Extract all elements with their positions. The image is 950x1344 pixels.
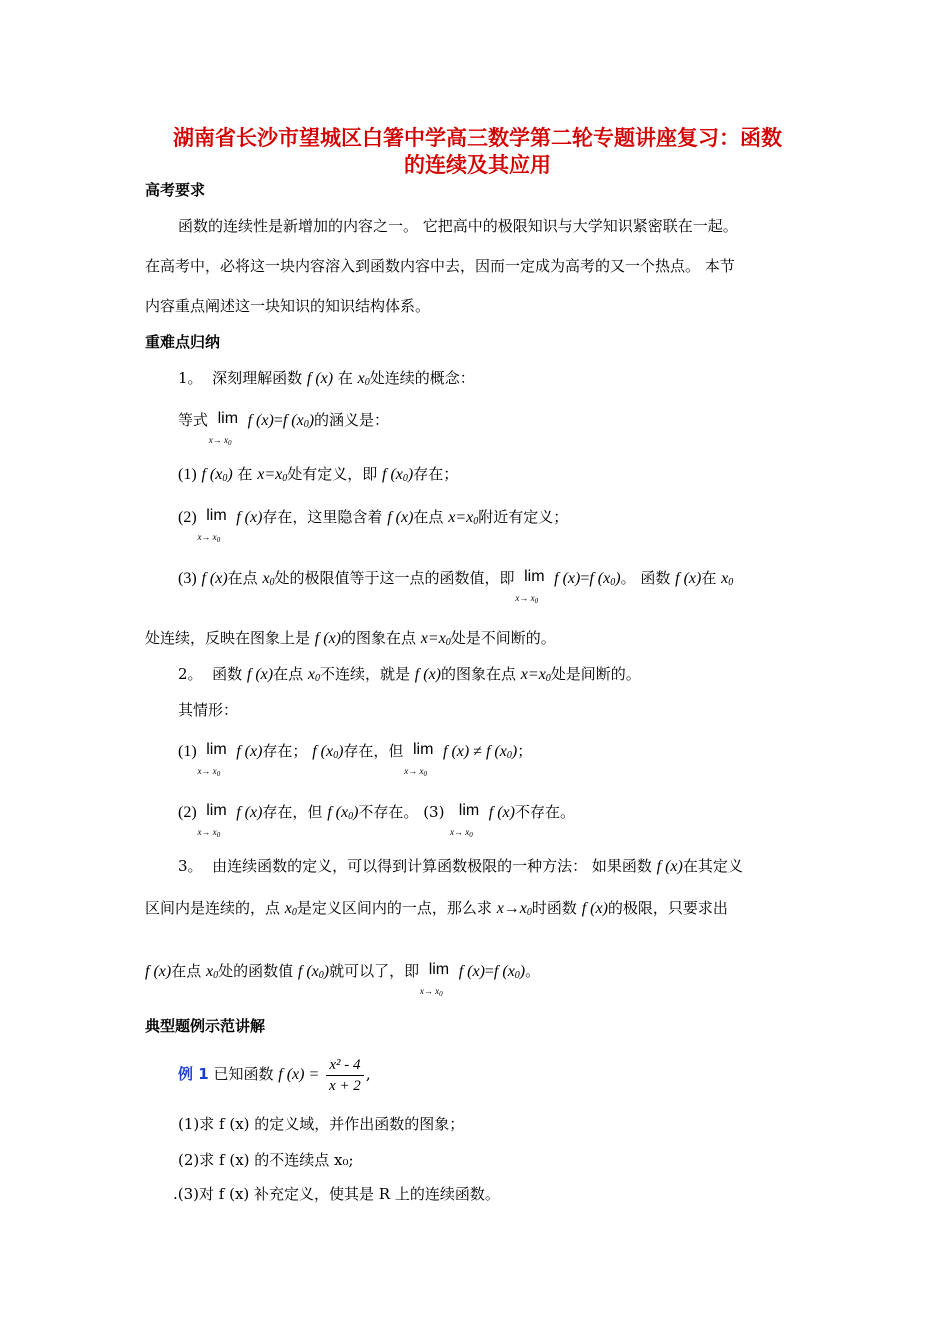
text: 已知函数 [213, 1065, 274, 1083]
text: 。 函数 [620, 569, 671, 587]
intro-line-2: 在高考中，必将这一块内容溶入到函数内容中去，因而一定成为高考的又一个热点。 本节 [145, 257, 735, 275]
text: 处有定义，即 [287, 465, 378, 483]
text: 存在，但 [262, 803, 323, 821]
math-x0: $x_0$ [357, 370, 370, 388]
point-3-line-3: f (x)在点 $x_0$处的函数值 f $(x_0)$就可以了，即 lim $x\to x_0$ f (x)=f $(x_0)$。 [145, 961, 541, 998]
text: 在点 [171, 962, 202, 980]
numerator: x² - 4 [326, 1055, 364, 1076]
point-1 [178, 368, 475, 393]
text: 附近有定义； [478, 508, 569, 526]
condition-3-continued: 处连续，反映在图象上是 f (x)的图象在点 $x=x_0$处是不间断的。 [145, 629, 556, 648]
intro-line-3: 内容重点阐述这一块知识的知识结构体系。 [145, 297, 431, 315]
math-fx-eq: f (x) = [278, 1066, 320, 1083]
cases-label: 其情形： [178, 701, 239, 719]
section-heading-key-points: 重难点归纳 [145, 333, 221, 351]
text: 存在，但 [343, 742, 404, 760]
example-label: 例 1 [178, 1065, 209, 1083]
text: 是定义区间内的一点，那么求 [296, 899, 492, 917]
text: 处连续的概念： [369, 369, 475, 387]
point-3-number: 3。 [178, 857, 203, 875]
point-2: 2。 函数 f (x)在点 $x_0$不连续，就是 f (x)的图象在点 $x=x_0$处是间断的。 [178, 665, 641, 684]
point-1-equation: 等式 lim $x\to x_0$ f (x)=f $(x_0)$的涵义是： [178, 410, 390, 447]
math-fx: f (x) [247, 412, 274, 429]
limit-symbol: lim $x\to x_0$ [419, 961, 450, 998]
example-1-question-2: (2)求 f (x) 的不连续点 x₀; [178, 1151, 354, 1169]
text: 在 [237, 465, 253, 483]
limit-symbol: lim $x\to x_0$ [404, 741, 434, 778]
text: 函数 [212, 665, 243, 683]
text: 存在； [413, 465, 459, 483]
text: 处是不间断的。 [450, 629, 556, 647]
point-1-number: 1。 [178, 369, 203, 387]
point-3-line-2: 区间内是连续的，点 $x_0$是定义区间内的一点，那么求 $x\to x_0$时函数 f (x)的极限，只要求出 [145, 899, 728, 918]
limit-symbol: lim $x\to x_0$ [515, 568, 545, 605]
text: 就可以了，即 [329, 962, 420, 980]
text: 在 [701, 569, 717, 587]
section-heading-examples: 典型题例示范讲解 [145, 1017, 266, 1035]
fraction [326, 1055, 364, 1096]
text: 在其定义 [682, 857, 743, 875]
section-heading-requirements: 高考要求 [145, 181, 206, 199]
text: ； [517, 742, 533, 760]
text: 时函数 [531, 899, 577, 917]
text: 的涵义是： [314, 411, 390, 429]
limit-symbol: lim $x\to x_0$ [450, 802, 480, 839]
text: 由连续函数的定义，可以得到计算函数极限的一种方法： 如果函数 [212, 857, 652, 875]
limit-symbol: lim $x\to x_0$ [197, 802, 227, 839]
text: 在点 [413, 508, 444, 526]
example-1-question-1: (1)求 f (x) 的定义域，并作出函数的图象； [178, 1115, 465, 1133]
text: 在 [337, 369, 353, 387]
text: 存在； [262, 742, 308, 760]
text: 处的函数值 [218, 962, 294, 980]
text: 区间内是连续的，点 [145, 899, 281, 917]
condition-3: (3) f (x)在点 $x_0$处的极限值等于这一点的函数值，即 lim $x\to x_0$ f (x)=f $(x_0)$。 函数 f (x)在 $x_0$ [178, 568, 734, 605]
text: 的图象在点 [441, 665, 517, 683]
text: 等式 [178, 411, 209, 429]
document-title [145, 124, 810, 178]
text: 不连续，就是 [320, 665, 411, 683]
limit-symbol: lim $x\to x_0$ [197, 507, 227, 544]
text: 存在，这里隐含着 [262, 508, 383, 526]
text: 在点 [227, 569, 258, 587]
text: 的图象在点 [341, 629, 417, 647]
case-1: (1) lim $x\to x_0$ f (x)存在； f $(x_0)$存在，但 lim $x\to x_0$ f (x) ≠ f $(x_0)$； [178, 741, 533, 778]
intro-line-1: 函数的连续性是新增加的内容之一。 它把高中的极限知识与大学知识紧密联在一起。 [178, 217, 738, 235]
text: 不存在。 [514, 803, 575, 821]
example-1-statement [178, 1052, 371, 1097]
point-3: 3。 由连续函数的定义，可以得到计算函数极限的一种方法： 如果函数 f (x)在其定义 [178, 857, 743, 875]
case-2-3: (2) lim $x\to x_0$ f (x)存在，但 f $(x_0)$不存在。 (3) lim $x\to x_0$ f (x)不存在。 [178, 802, 575, 839]
text: 处是间断的。 [550, 665, 641, 683]
text: , [365, 1065, 371, 1083]
limit-symbol: lim $x\to x_0$ [208, 410, 239, 447]
example-1-question-3: .(3)对 f (x) 补充定义，使其是 R 上的连续函数。 [173, 1185, 500, 1203]
text: 在点 [273, 665, 304, 683]
denominator: x + 2 [329, 1077, 361, 1094]
title-line-2: 的连续及其应用 [404, 152, 551, 177]
text: 。 [525, 962, 541, 980]
condition-1: (1) f $(x_0)$ 在 $x=x_0$处有定义，即 f $(x_0)$存在； [178, 465, 459, 484]
point-2-number: 2。 [178, 665, 203, 683]
text: 不存在。 (3) [358, 803, 445, 821]
limit-symbol: lim $x\to x_0$ [197, 741, 227, 778]
title-line-1: 湖南省长沙市望城区白箸中学高三数学第二轮专题讲座复习：函数 [173, 125, 782, 150]
text: 深刻理解函数 [212, 369, 303, 387]
text: 的极限，只要求出 [607, 899, 728, 917]
condition-2: (2) lim $x\to x_0$ f (x)存在，这里隐含着 f (x)在点 $x=x_0$附近有定义； [178, 507, 569, 544]
text: 处的极限值等于这一点的函数值，即 [274, 569, 515, 587]
math-fx: f (x) [306, 370, 334, 387]
text: 处连续，反映在图象上是 [145, 629, 311, 647]
